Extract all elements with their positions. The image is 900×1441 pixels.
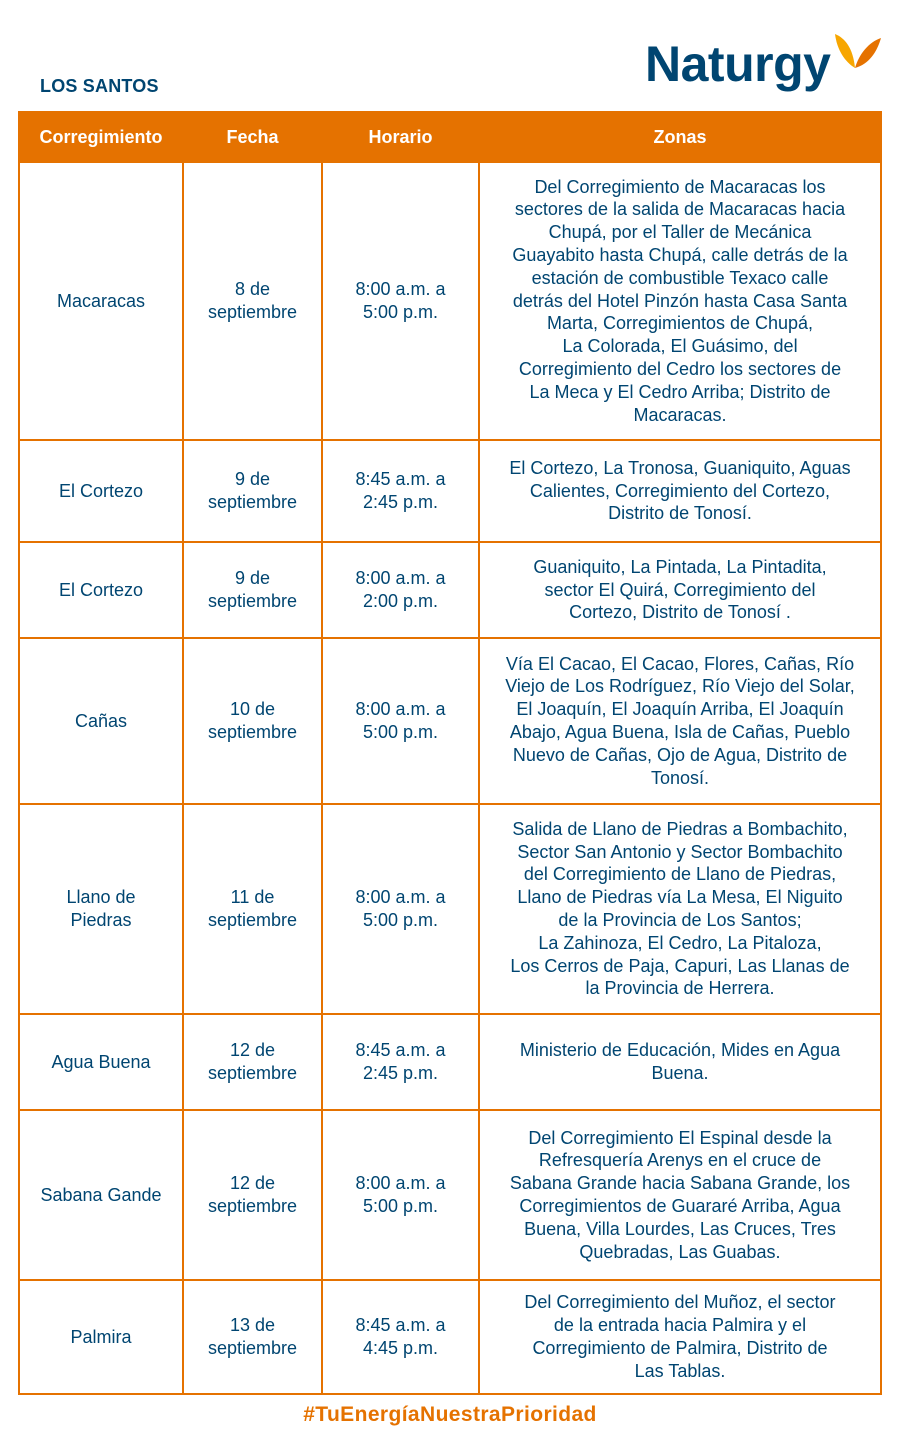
header-fecha: Fecha (183, 112, 322, 162)
cell-horario: 8:45 a.m. a 2:45 p.m. (322, 1014, 479, 1110)
table-row (19, 1110, 881, 1280)
cell-zonas: Del Corregimiento El Espinal desde la Refresquería Arenys en el cruce de Sabana Grande hacia Sabana Grande, los Corregimientos de Guararé Arriba, Agua Buena, Villa Lourdes, Las Cruces, Tres Quebradas, Las Guabas. (479, 1110, 881, 1280)
cell-horario: 8:45 a.m. a 4:45 p.m. (322, 1280, 479, 1394)
cell-fecha: 13 de septiembre (183, 1280, 322, 1394)
cell-zonas: Salida de Llano de Piedras a Bombachito, Sector San Antonio y Sector Bombachito del Corregimiento de Llano de Piedras, Llano de Piedras vía La Mesa, El Niguito de la Provincia de Los Santos; La Zahinoza, El Cedro, La Pitaloza, Los Cerros de Paja, Capuri, Las Llanas de la Provincia de Herrera. (479, 804, 881, 1014)
cell-fecha: 12 de septiembre (183, 1110, 322, 1280)
butterfly-icon (831, 28, 883, 80)
cell-corregimiento: El Cortezo (19, 542, 183, 638)
logo-wordmark: Naturgy (645, 36, 831, 92)
table-row (19, 1014, 881, 1110)
naturgy-logo (645, 28, 885, 98)
schedule-table (18, 111, 882, 1395)
cell-corregimiento: Palmira (19, 1280, 183, 1394)
table-row (19, 804, 881, 1014)
cell-corregimiento: Macaracas (19, 162, 183, 440)
table-header-row (19, 112, 881, 162)
cell-fecha: 8 de septiembre (183, 162, 322, 440)
cell-horario: 8:00 a.m. a 5:00 p.m. (322, 804, 479, 1014)
table-row (19, 638, 881, 804)
header-corregimiento: Corregimiento (19, 112, 183, 162)
cell-fecha: 10 de septiembre (183, 638, 322, 804)
cell-corregimiento: Agua Buena (19, 1014, 183, 1110)
table-row (19, 1280, 881, 1394)
cell-corregimiento: Sabana Gande (19, 1110, 183, 1280)
cell-fecha: 9 de septiembre (183, 440, 322, 542)
cell-zonas: Ministerio de Educación, Mides en Agua Buena. (479, 1014, 881, 1110)
header-zonas: Zonas (479, 112, 881, 162)
region-title: LOS SANTOS (40, 76, 159, 96)
cell-zonas: Vía El Cacao, El Cacao, Flores, Cañas, Río Viejo de Los Rodríguez, Río Viejo del Solar, El Joaquín, El Joaquín Arriba, El Joaquín Abajo, Agua Buena, Isla de Cañas, Pueblo Nuevo de Cañas, Ojo de Agua, Distrito de Tonosí. (479, 638, 881, 804)
cell-zonas: Guaniquito, La Pintada, La Pintadita, sector El Quirá, Corregimiento del Cortezo, Distrito de Tonosí . (479, 542, 881, 638)
cell-zonas: El Cortezo, La Tronosa, Guaniquito, Aguas Calientes, Corregimiento del Cortezo, Distrito de Tonosí. (479, 440, 881, 542)
cell-zonas: Del Corregimiento de Macaracas los sectores de la salida de Macaracas hacia Chupá, por el Taller de Mecánica Guayabito hasta Chupá, calle detrás de la estación de combustible Texaco calle detrás del Hotel Pinzón hasta Casa Santa Marta, Corregimientos de Chupá, La Colorada, El Guásimo, del Corregimiento del Cedro los sectores de La Meca y El Cedro Arriba; Distrito de Macaracas. (479, 162, 881, 440)
cell-horario: 8:00 a.m. a 5:00 p.m. (322, 638, 479, 804)
cell-zonas: Del Corregimiento del Muñoz, el sector de la entrada hacia Palmira y el Corregimiento de Palmira, Distrito de Las Tablas. (479, 1280, 881, 1394)
cell-horario: 8:00 a.m. a 2:00 p.m. (322, 542, 479, 638)
cell-horario: 8:00 a.m. a 5:00 p.m. (322, 162, 479, 440)
cell-horario: 8:45 a.m. a 2:45 p.m. (322, 440, 479, 542)
cell-fecha: 11 de septiembre (183, 804, 322, 1014)
header-horario: Horario (322, 112, 479, 162)
footer-hashtag: #TuEnergíaNuestraPrioridad (303, 1403, 597, 1426)
table-row (19, 440, 881, 542)
cell-horario: 8:00 a.m. a 5:00 p.m. (322, 1110, 479, 1280)
cell-fecha: 9 de septiembre (183, 542, 322, 638)
cell-fecha: 12 de septiembre (183, 1014, 322, 1110)
cell-corregimiento: Cañas (19, 638, 183, 804)
cell-corregimiento: Llano de Piedras (19, 804, 183, 1014)
cell-corregimiento: El Cortezo (19, 440, 183, 542)
table-row (19, 542, 881, 638)
table-row (19, 162, 881, 440)
